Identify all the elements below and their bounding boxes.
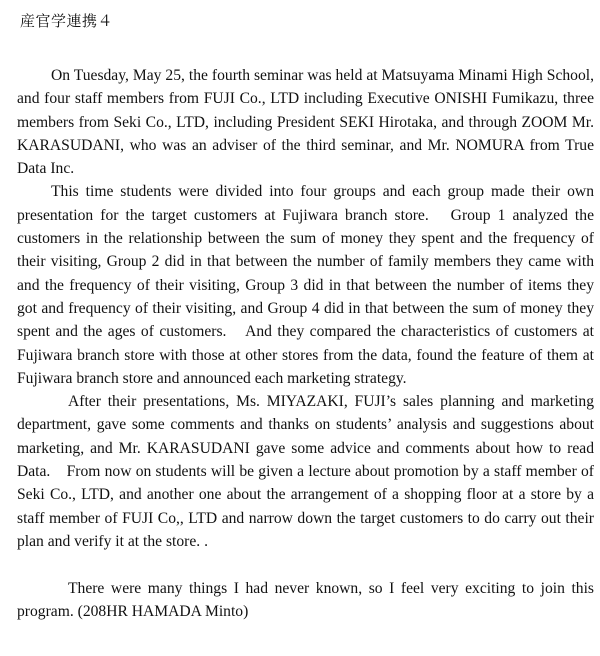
paragraph-student-comment: There were many things I had never known, so I feel very exciting to join this program. (208HR HAMADA Minto): [17, 579, 594, 620]
article-heading: 産官学連携４: [20, 12, 114, 30]
paragraph-gap: [17, 553, 594, 576]
article-body: [17, 64, 594, 623]
paragraph-feedback-next-steps: After their presentations, Ms. MIYAZAKI, FUJI’s sales planning and marketing department, gave some comments and thanks on students’ analysis and suggestions about marketing, and Mr. KARASUDANI gave some advice and comments about how to read Data. From now on students will be given a lecture about promotion by a staff member of Seki Co., LTD, and another one about the arrangement of a shopping floor at a store by a staff member of FUJI Co,, LTD and narrow down the target customers to do carry out their plan and verify it at the store. .: [17, 393, 594, 550]
paragraph-seminar-overview: On Tuesday, May 25, the fourth seminar was held at Matsuyama Minami High School, and four staff members from FUJI Co., LTD including Executive ONISHI Fumikazu, three members from Seki Co., LTD, including President SEKI Hirotaka, and through ZOOM Mr. KARASUDANI, who was an adviser of the third seminar, and Mr. NOMURA from True Data Inc.: [17, 67, 594, 178]
paragraph-group-presentations: This time students were divided into four groups and each group made their own presentation for the target customers at Fujiwara branch store. Group 1 analyzed the customers in the relationship between the sum of money they spent and the frequency of their visiting, Group 2 did in that between the number of family members they came with and the frequency of their visiting, Group 3 did in that between the number of items they got and frequency of their visiting, and Group 4 did in that between the sum of money they spent and the ages of customers. And they compared the characteristics of customers at Fujiwara branch store with those at other stores from the data, found the feature of them at Fujiwara branch store and announced each marketing strategy.: [17, 183, 594, 387]
